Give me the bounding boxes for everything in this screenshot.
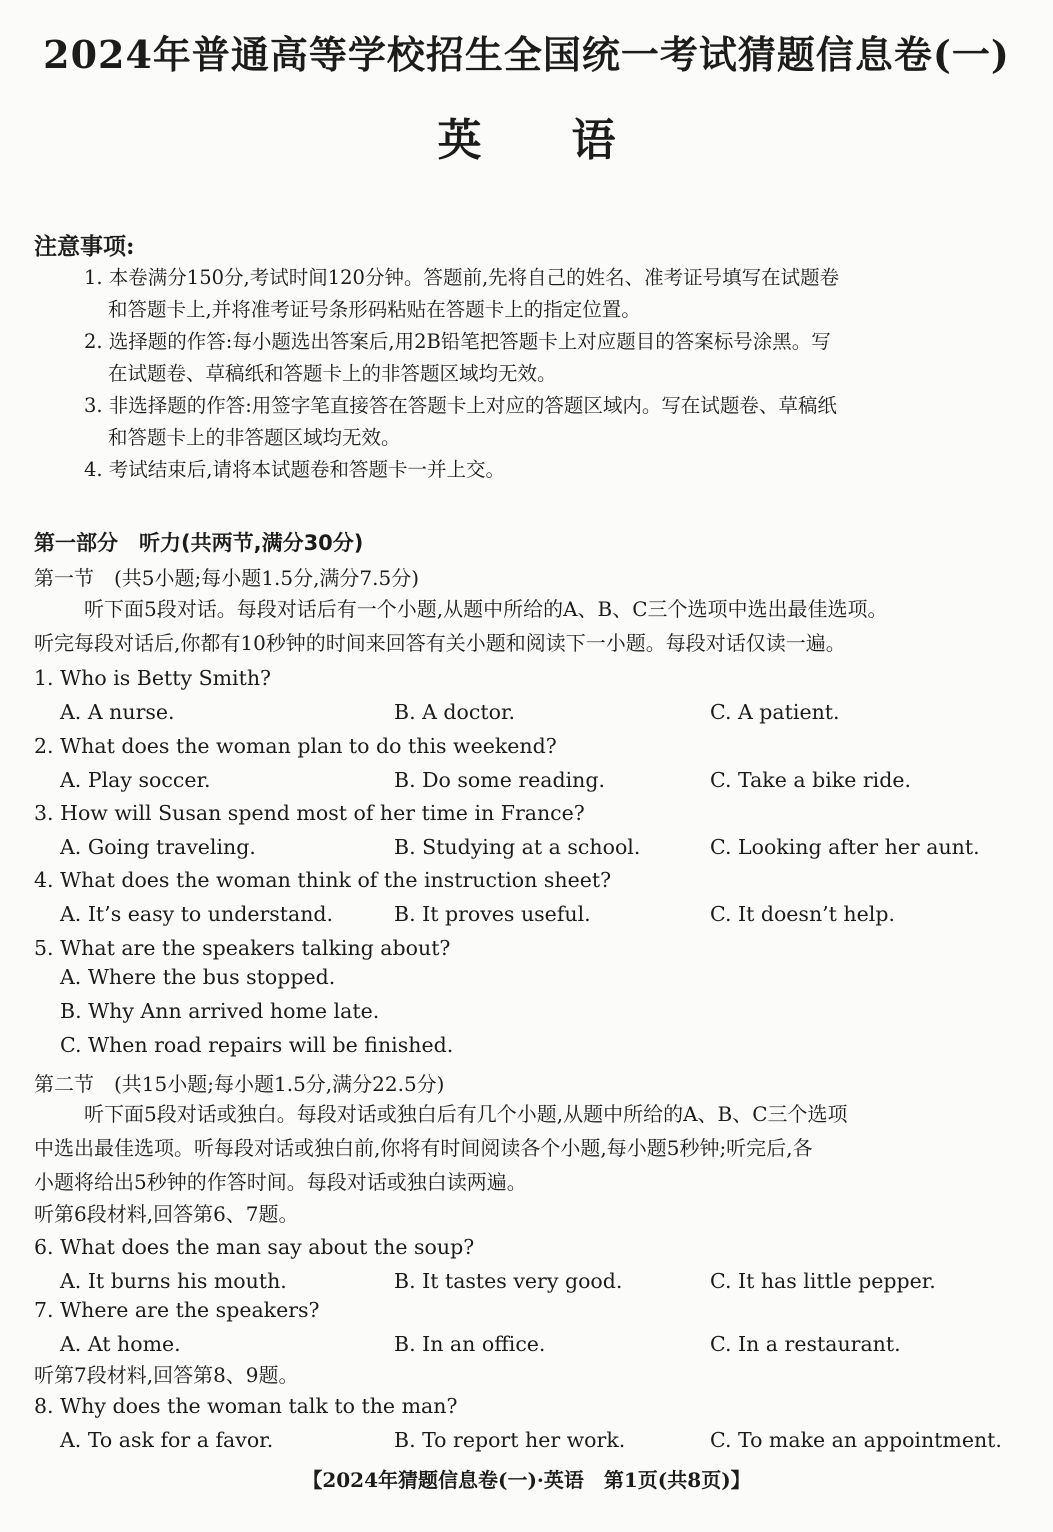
option-a: A. To ask for a favor. [60, 1428, 274, 1452]
options-row [34, 1327, 1019, 1361]
material-instruction: 听第7段材料,回答第8、9题。 [34, 1363, 299, 1387]
question-3 [34, 796, 1019, 864]
section-heading: 第二节 (共15小题;每小题1.5分,满分22.5分) [34, 1072, 445, 1096]
part-heading: 第一部分 听力(共两节,满分30分) [34, 531, 364, 555]
question-5 [34, 931, 1019, 1067]
question-stem: 7. Where are the speakers? [34, 1298, 320, 1322]
section-instructions [34, 592, 1019, 660]
notice-line: 2. 选择题的作答:每小题选出答案后,用2B铅笔把答题卡上对应题目的答案标号涂黑。写 [84, 330, 831, 353]
notice-line: 3. 非选择题的作答:用签字笔直接答在答题卡上对应的答题区域内。写在试题卷、草稿纸 [84, 394, 837, 417]
question-stem: 4. What does the woman think of the instruction sheet? [34, 868, 612, 892]
notice-line: 在试题卷、草稿纸和答题卡上的非答题区域均无效。 [108, 362, 557, 385]
option-c: C. It has little pepper. [710, 1269, 936, 1293]
exam-title: 2024年普通高等学校招生全国统一考试猜题信息卷(一) [43, 32, 1010, 77]
options-row [34, 830, 1019, 864]
question-2 [34, 729, 1019, 797]
notice-item [84, 454, 1014, 486]
option-a: A. It burns his mouth. [60, 1269, 287, 1293]
instruction-line: 听完每段对话后,你都有10秒钟的时间来回答有关小题和阅读下一小题。每段对话仅读一遍。 [34, 631, 846, 655]
option-c: C. A patient. [710, 700, 840, 724]
option-a: A. At home. [60, 1332, 181, 1356]
option-b: B. Why Ann arrived home late. [60, 999, 380, 1023]
option-a: A. Where the bus stopped. [60, 965, 336, 989]
instruction-line: 小题将给出5秒钟的作答时间。每段对话或独白读两遍。 [34, 1170, 527, 1194]
notice-item [84, 326, 1014, 390]
option-c: C. In a restaurant. [710, 1332, 901, 1356]
option-c: C. Take a bike ride. [710, 768, 911, 792]
notice-heading: 注意事项: [34, 233, 135, 260]
option-b: B. It tastes very good. [394, 1269, 623, 1293]
section-heading: 第一节 (共5小题;每小题1.5分,满分7.5分) [34, 566, 420, 590]
notice-item [84, 390, 1014, 454]
question-stem: 5. What are the speakers talking about? [34, 936, 451, 960]
option-a: A. Play soccer. [60, 768, 211, 792]
question-stem: 1. Who is Betty Smith? [34, 666, 272, 690]
question-7 [34, 1293, 1019, 1361]
question-stem: 8. Why does the woman talk to the man? [34, 1394, 458, 1418]
option-c: C. When road repairs will be finished. [60, 1033, 454, 1057]
question-1 [34, 661, 1019, 729]
options-row [34, 897, 1019, 931]
instruction-line: 中选出最佳选项。听每段对话或独白前,你将有时间阅读各个小题,每小题5秒钟;听完后,各 [34, 1136, 813, 1160]
notice-list [84, 262, 1014, 486]
notice-line: 和答题卡上的非答题区域均无效。 [108, 426, 401, 449]
options-row [34, 695, 1019, 729]
notice-item [84, 262, 1014, 326]
notice-line: 1. 本卷满分150分,考试时间120分钟。答题前,先将自己的姓名、准考证号填写在试题卷 [84, 266, 840, 289]
instruction-line: 听下面5段对话。每段对话后有一个小题,从题中所给的A、B、C三个选项中选出最佳选项。 [84, 597, 888, 621]
options-row [34, 763, 1019, 797]
option-a: A. Going traveling. [60, 835, 256, 859]
page-footer: 【2024年猜题信息卷(一)·英语 第1页(共8页)】 [302, 1468, 751, 1492]
option-b: B. In an office. [394, 1332, 546, 1356]
option-b: B. Do some reading. [394, 768, 606, 792]
question-stem: 3. How will Susan spend most of her time in France? [34, 801, 585, 825]
option-a: A. A nurse. [60, 700, 175, 724]
notice-line: 4. 考试结束后,请将本试题卷和答题卡一并上交。 [84, 458, 506, 481]
option-b: B. It proves useful. [394, 902, 591, 926]
question-8 [34, 1389, 1019, 1457]
question-stem: 6. What does the man say about the soup? [34, 1235, 475, 1259]
options-row [34, 1423, 1019, 1457]
option-a: A. It’s easy to understand. [60, 902, 334, 926]
option-c: C. It doesn’t help. [710, 902, 895, 926]
question-stem: 2. What does the woman plan to do this weekend? [34, 734, 557, 758]
section-instructions [34, 1097, 1019, 1199]
notice-line: 和答题卡上,并将准考证号条形码粘贴在答题卡上的指定位置。 [108, 298, 641, 321]
option-b: B. To report her work. [394, 1428, 626, 1452]
question-6 [34, 1230, 1019, 1298]
material-instruction: 听第6段材料,回答第6、7题。 [34, 1202, 299, 1226]
option-c: C. To make an appointment. [710, 1428, 1002, 1452]
instruction-line: 听下面5段对话或独白。每段对话或独白后有几个小题,从题中所给的A、B、C三个选项 [84, 1102, 848, 1126]
option-b: B. Studying at a school. [394, 835, 641, 859]
question-4 [34, 863, 1019, 931]
option-b: B. A doctor. [394, 700, 516, 724]
option-c: C. Looking after her aunt. [710, 835, 980, 859]
subject-title: 英语 [437, 115, 706, 166]
